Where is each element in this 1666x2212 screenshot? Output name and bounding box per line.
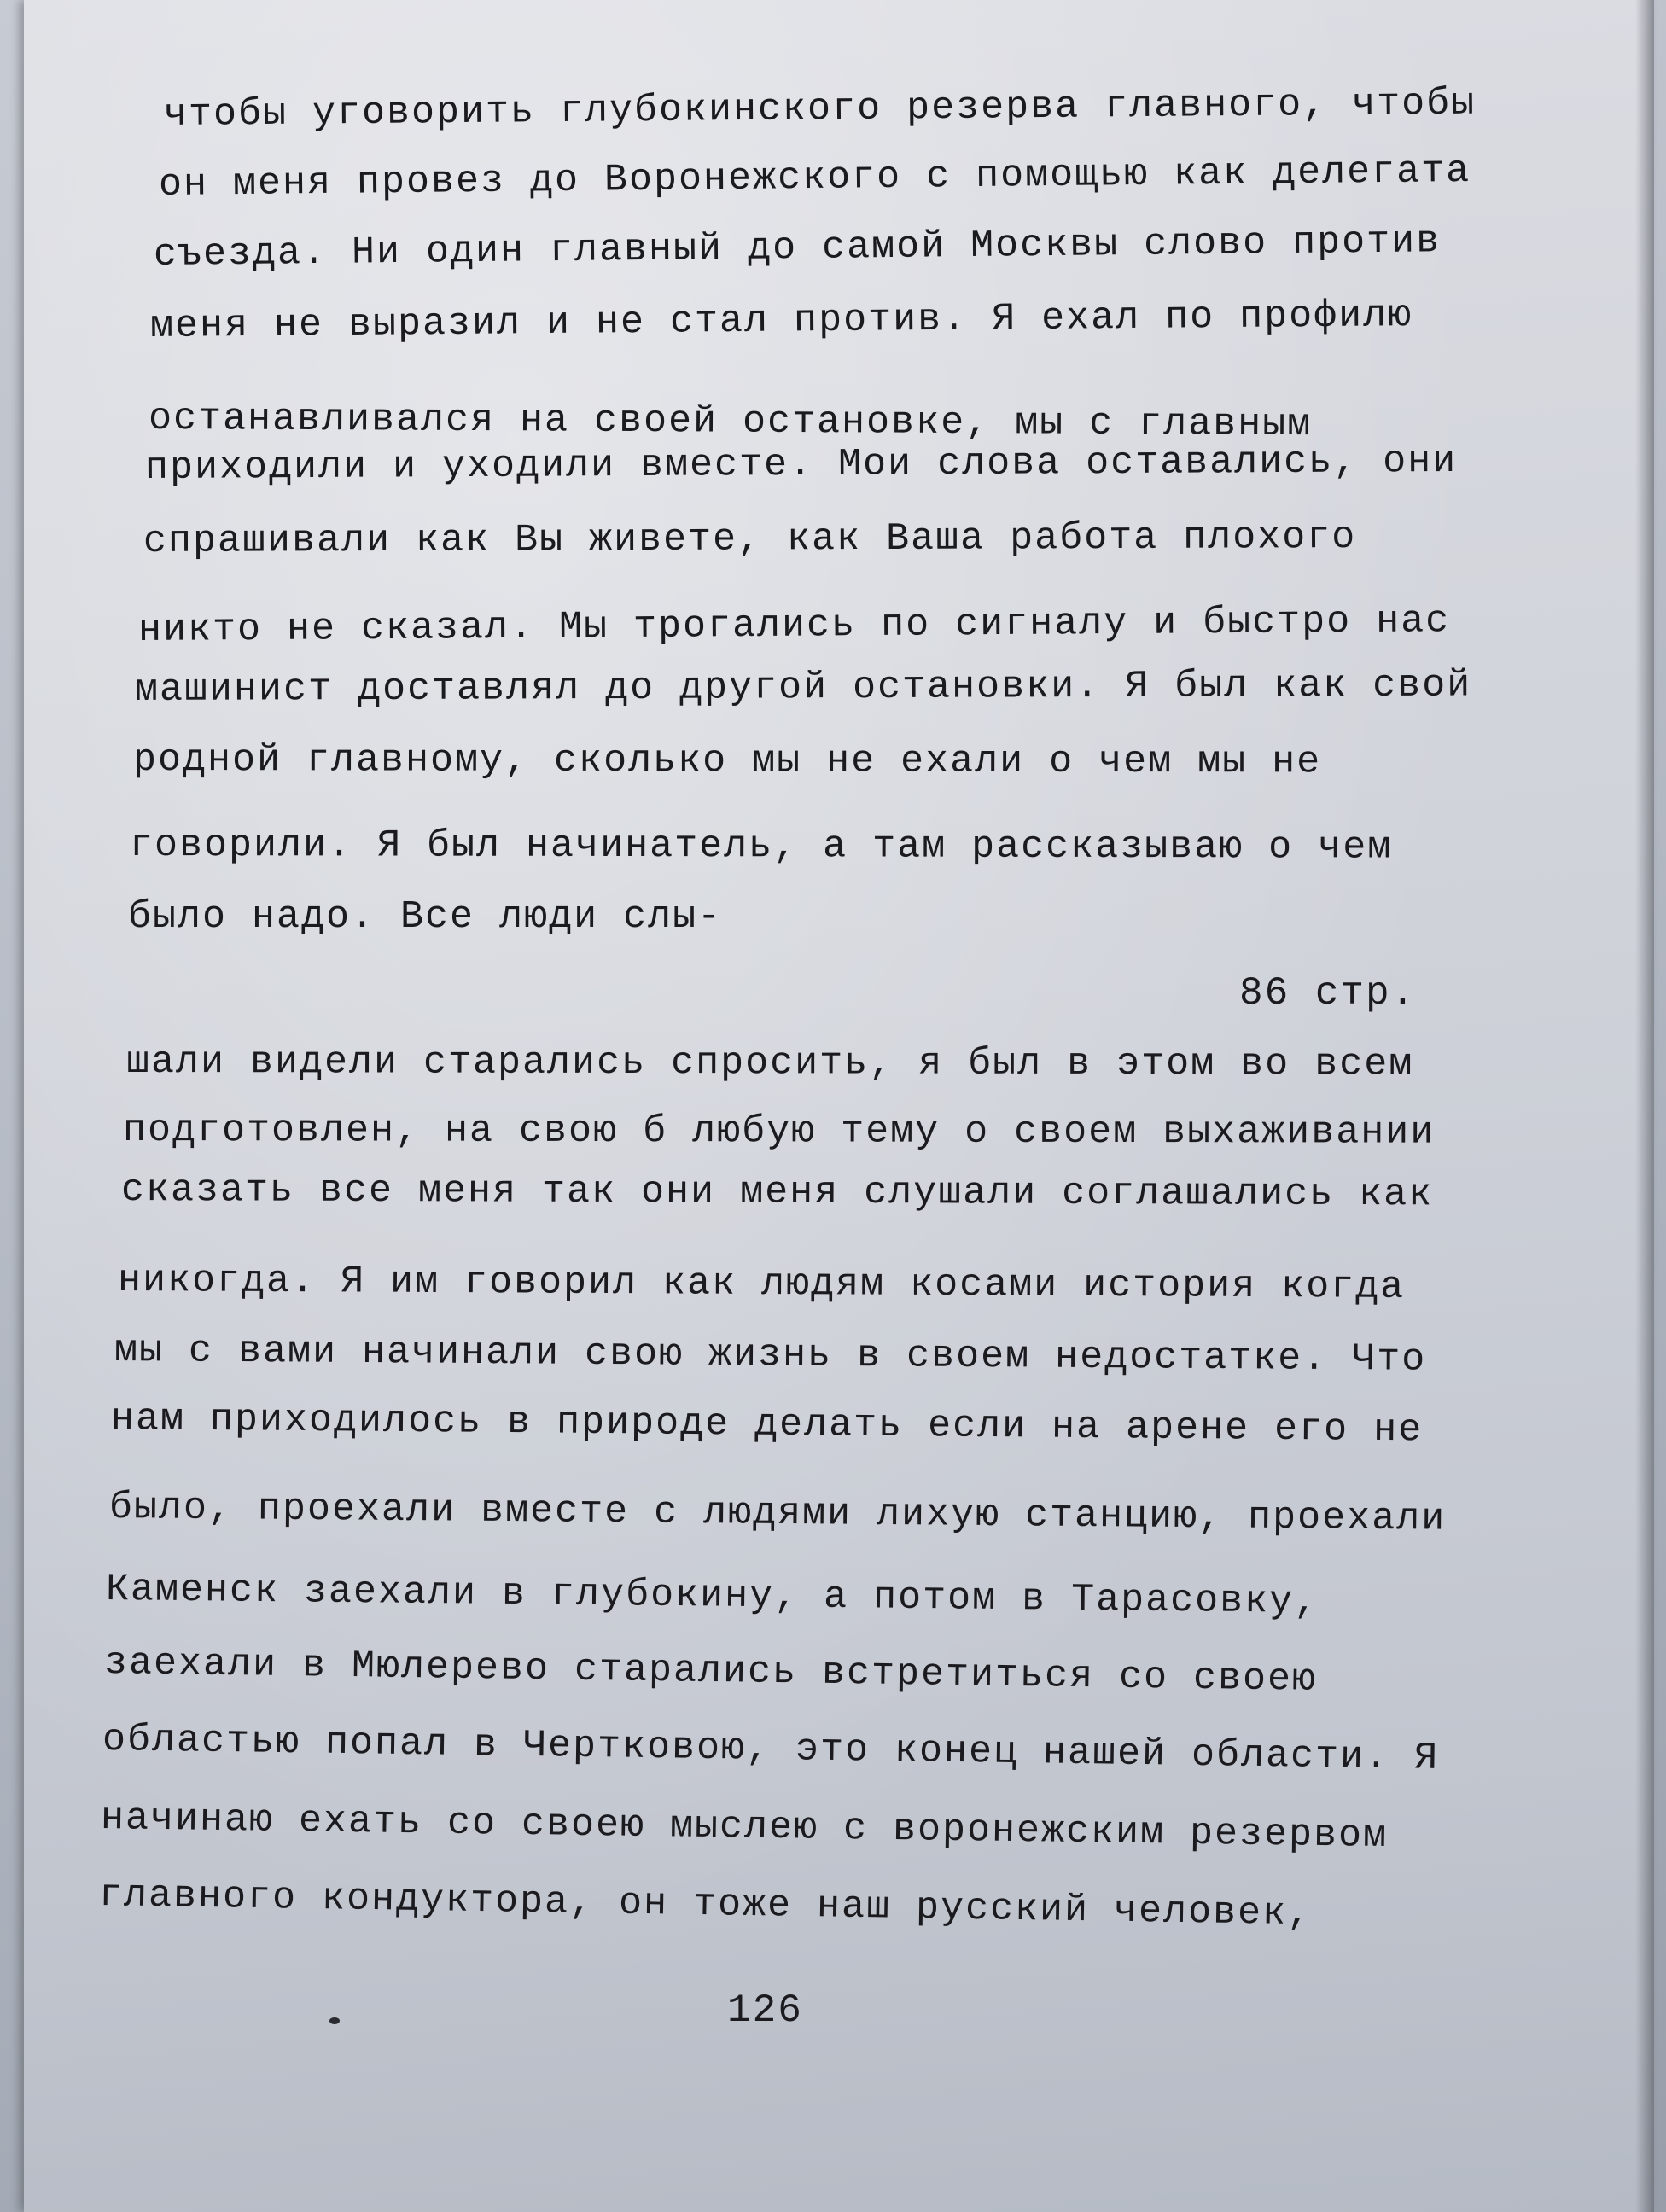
text-line: главного кондуктора, он тоже наш русский человек, [98,1873,1313,1936]
text-line: было, проехали вместе с людями лихую станцию, проехали [108,1486,1447,1541]
text-line: подготовлен, на свою б любую тему о своем выхаживании [122,1109,1436,1155]
text-line: машинист доставлял до другой остановки. Я был как свой [134,663,1472,712]
text-line: было надо. Все люди слы- [128,895,723,939]
page-reference: 86 стр. [1239,971,1417,1016]
text-line: нам приходилось в природе делать если на арене его не [110,1397,1424,1452]
document-page [24,0,1654,2212]
text-line: приходили и уходили вместе. Мои слова оставались, они [144,439,1458,490]
text-line: никто не сказал. Мы трогались по сигналу и быстро нас [137,599,1451,652]
page-edge-shadow [1635,0,1654,2212]
ink-speck [329,2017,340,2024]
text-line: Каменск заехали в глубокину, а потом в Тарасовку, [105,1568,1319,1624]
text-line: чтобы уговорить глубокинского резерва главного, чтобы [163,81,1477,137]
text-line: шали видели старались спросить, я был в этом во всем [125,1040,1414,1086]
text-line: съезда. Ни один главный до самой Москвы слово против [153,219,1442,276]
text-line: областью попал в Чертковою, это конец нашей области. Я [102,1718,1440,1780]
text-line: заехали в Мюлерево старались встретиться со своею [103,1641,1318,1702]
text-line: говорили. Я был начинатель, а там рассказываю о чем [129,824,1393,870]
text-line: сказать все меня так они меня слушали соглашались как [120,1168,1434,1217]
text-line: останавливался на своей остановке, мы с главным [148,397,1313,447]
text-line: родной главному, сколько мы не ехали о чем мы не [132,738,1322,784]
text-line: он меня провез до Воронежского с помощью как делегата [158,148,1471,207]
text-line: никогда. Я им говорил как людям косами история когда [117,1259,1406,1309]
text-line: начинаю ехать со своею мыслею с воронежским резервом [100,1796,1389,1859]
page-number: 126 [727,1988,803,2033]
text-line: спрашивали как Вы живете, как Ваша работа плохого [143,515,1357,563]
text-line: мы с вами начинали свою жизнь в своем недостатке. Что [114,1329,1427,1382]
text-line: меня не выразил и не стал против. Я ехал по профилю [149,294,1413,348]
